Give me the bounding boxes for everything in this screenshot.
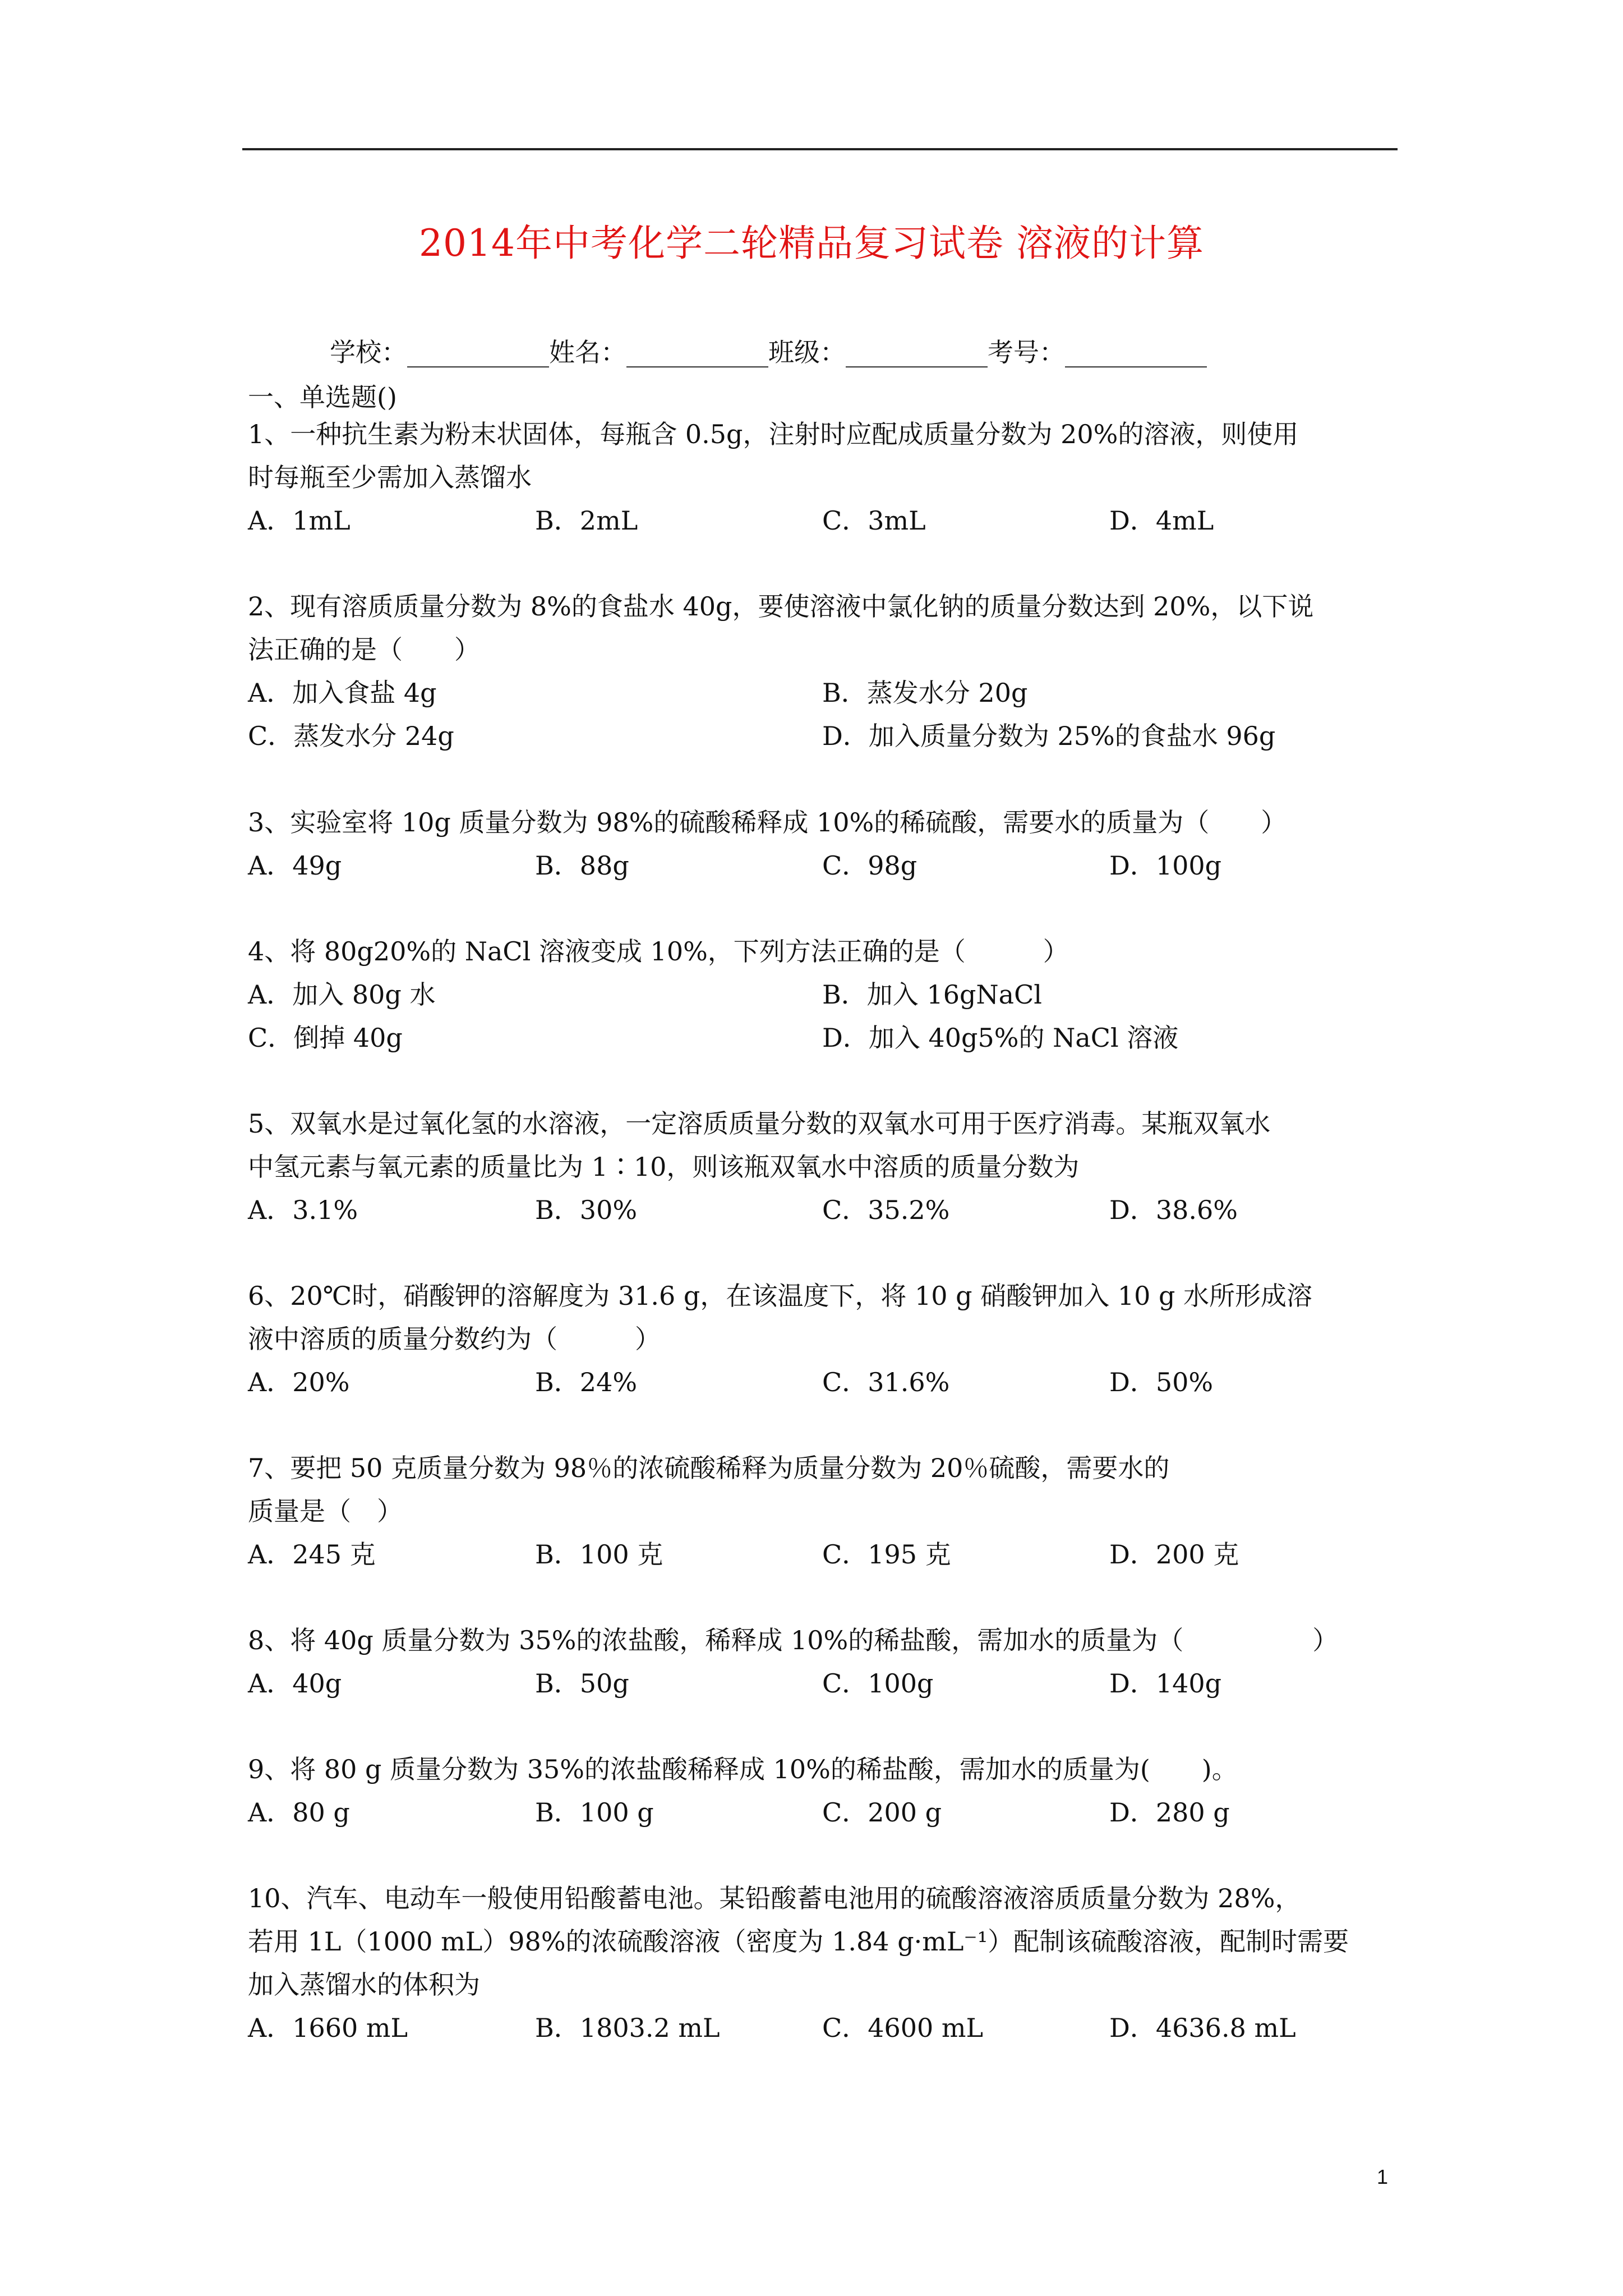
option-list [248,1662,1409,1705]
option-d: D．280 g [1109,1797,1230,1828]
option-list [248,1791,1409,1834]
option-c: C．98g [822,850,917,881]
option-c: C．195 克 [822,1539,951,1570]
question-6 [248,1274,1409,1404]
option-c: C．100g [822,1668,934,1699]
student-info-line: 学校：___________姓名：___________班级：___________考号：___________ [330,337,1207,367]
question-stem: 10、汽车、电动车一般使用铅酸蓄电池。某铅酸蓄电池用的硫酸溶液溶质质量分数为 28%， 若用 1L（1000 mL）98%的浓硫酸溶液（密度为 1.84 g·mL⁻¹）配制该硫酸溶液，配制时需要 加入蒸馏水的体积为 [248,1883,1349,2000]
option-list [248,973,1409,1060]
option-c: C．3mL [822,505,926,536]
option-b: B．1803.2 mL [535,2013,720,2043]
question-stem: 9、将 80 g 质量分数为 35%的浓盐酸稀释成 10%的稀盐酸，需加水的质量为( )。 [248,1754,1238,1784]
option-list [248,2007,1409,2050]
option-list [248,1189,1409,1232]
option-b: B．50g [535,1668,629,1699]
question-8 [248,1619,1409,1705]
question-stem: 3、实验室将 10g 质量分数为 98%的硫酸稀释成 10%的稀硫酸，需要水的质量为（ ） [248,807,1287,838]
option-b: B．100 g [535,1797,654,1828]
option-a: A．80 g [248,1797,350,1828]
option-a: A．20% [248,1367,350,1397]
question-stem: 4、将 80g20%的 NaCl 溶液变成 10%，下列方法正确的是（ ） [248,936,1069,967]
question-2 [248,585,1409,758]
option-b: B．100 克 [535,1539,663,1570]
option-a: A．245 克 [248,1539,376,1570]
option-c: C．35.2% [822,1195,950,1225]
option-d: D．140g [1109,1668,1222,1699]
page-number: 1 [1377,2165,1389,2188]
option-c: C．200 g [822,1797,942,1828]
option-c: C．蒸发水分 24g [248,721,454,751]
section-heading: 一、单选题() [248,382,397,412]
question-stem: 1、一种抗生素为粉末状固体，每瓶含 0.5g，注射时应配成质量分数为 20%的溶液，则使用 时每瓶至少需加入蒸馏水 [248,419,1299,493]
option-list [248,1533,1409,1576]
option-c: C．倒掉 40g [248,1023,403,1053]
option-c: C．31.6% [822,1367,950,1397]
question-3 [248,801,1409,887]
option-d: D．100g [1109,850,1222,881]
question-stem: 5、双氧水是过氧化氢的水溶液，一定溶质质量分数的双氧水可用于医疗消毒。某瓶双氧水 中氢元素与氧元素的质量比为 1∶10，则该瓶双氧水中溶质的质量分数为 [248,1108,1271,1182]
option-a: A．1mL [248,505,351,536]
option-a: A．49g [248,850,342,881]
option-d: D．200 克 [1109,1539,1239,1570]
header-rule [242,148,1398,150]
question-1 [248,413,1409,542]
option-a: A．40g [248,1668,342,1699]
option-list [248,844,1409,887]
question-10 [248,1877,1409,2050]
option-b: B．2mL [535,505,638,536]
question-5 [248,1102,1409,1232]
option-c: C．4600 mL [822,2013,984,2043]
option-d: D．38.6% [1109,1195,1238,1225]
question-stem: 6、20℃时，硝酸钾的溶解度为 31.6 g，在该温度下，将 10 g 硝酸钾加入 10 g 水所形成溶 液中溶质的质量分数约为（ ） [248,1281,1313,1354]
option-a: A．加入 80g 水 [248,979,436,1010]
page-title: 2014年中考化学二轮精品复习试卷 溶液的计算 [419,222,1204,265]
option-d: D．50% [1109,1367,1214,1397]
option-d: D．加入 40g5%的 NaCl 溶液 [822,1023,1179,1053]
option-b: B．24% [535,1367,638,1397]
question-7 [248,1447,1409,1576]
option-b: B．蒸发水分 20g [822,678,1028,708]
question-stem: 7、要把 50 克质量分数为 98％的浓硫酸稀释为质量分数为 20％硫酸，需要水的 质量是（ ） [248,1453,1170,1526]
option-a: A．1660 mL [248,2013,408,2043]
option-b: B．88g [535,850,629,881]
option-d: D．加入质量分数为 25%的食盐水 96g [822,721,1276,751]
option-a: A．3.1% [248,1195,358,1225]
question-9 [248,1748,1409,1834]
option-b: B．30% [535,1195,638,1225]
option-b: B．加入 16gNaCl [822,979,1042,1010]
option-list [248,1361,1409,1404]
option-d: D．4mL [1109,505,1214,536]
option-d: D．4636.8 mL [1109,2013,1296,2043]
option-a: A．加入食盐 4g [248,678,437,708]
question-4 [248,930,1409,1060]
option-list [248,499,1409,542]
question-stem: 8、将 40g 质量分数为 35%的浓盐酸，稀释成 10%的稀盐酸，需加水的质量为（ ） [248,1625,1339,1655]
option-list [248,671,1409,758]
question-stem: 2、现有溶质质量分数为 8%的食盐水 40g，要使溶液中氯化钠的质量分数达到 20%，以下说 法正确的是（ ） [248,591,1314,665]
